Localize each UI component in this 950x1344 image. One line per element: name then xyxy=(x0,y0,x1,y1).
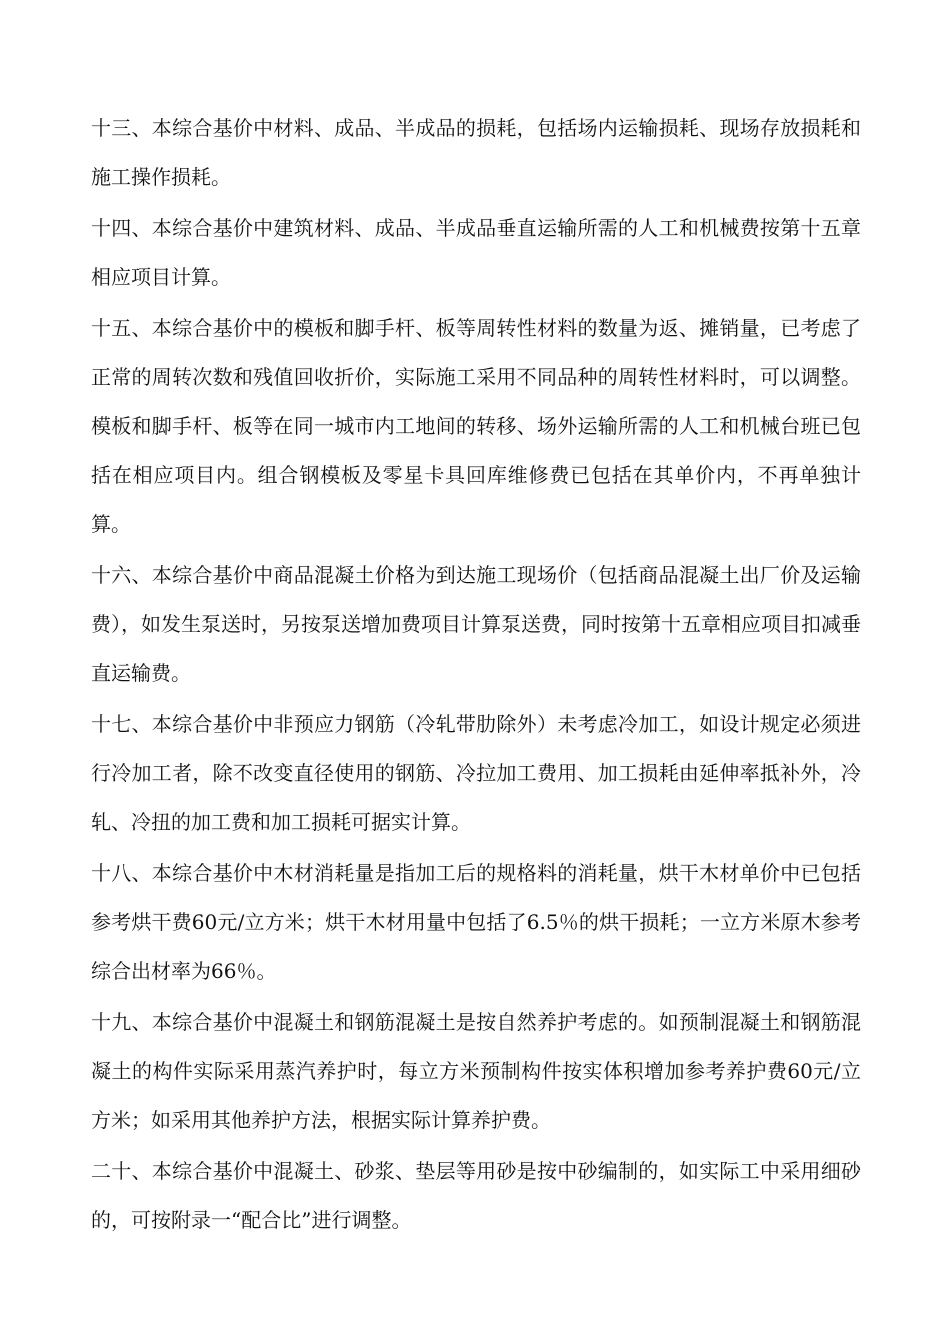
paragraph-14: 十四、本综合基价中建筑材料、成品、半成品垂直运输所需的人工和机械费按第十五章相应项目计算。 xyxy=(91,216,861,289)
paragraph-16: 十六、本综合基价中商品混凝土价格为到达施工现场价（包括商品混凝土出厂价及运输费），如发生泵送时，另按泵送增加费项目计算泵送费，同时按第十五章相应项目扣减垂直运输费。 xyxy=(91,563,861,685)
paragraph-19: 十九、本综合基价中混凝土和钢筋混凝土是按自然养护考虑的。如预制混凝土和钢筋混凝土的构件实际采用蒸汽养护时，每立方米预制构件按实体积增加参考养护费60元/立方米；如采用其他养护方法，根据实际计算养护费。 xyxy=(91,1010,861,1132)
paragraph-13: 十三、本综合基价中材料、成品、半成品的损耗，包括场内运输损耗、现场存放损耗和施工操作损耗。 xyxy=(91,116,861,189)
paragraph-15: 十五、本综合基价中的模板和脚手杆、板等周转性材料的数量为返、摊销量，已考虑了正常的周转次数和残值回收折价，实际施工采用不同品种的周转性材料时，可以调整。模板和脚手杆、板等在同一城市内工地间的转移、场外运输所需的人工和机械台班已包括在相应项目内。组合钢模板及零星卡具回库维修费已包括在其单价内，不再单独计算。 xyxy=(91,316,861,536)
paragraph-18: 十八、本综合基价中木材消耗量是指加工后的规格料的消耗量，烘干木材单价中已包括参考烘干费60元/立方米；烘干木材用量中包括了6.5％的烘干损耗；一立方米原木参考综合出材率为66％。 xyxy=(91,861,861,983)
paragraph-20: 二十、本综合基价中混凝土、砂浆、垫层等用砂是按中砂编制的，如实际工中采用细砂的，可按附录一“配合比”进行调整。 xyxy=(91,1159,861,1232)
document-body xyxy=(91,104,861,1247)
paragraph-17: 十七、本综合基价中非预应力钢筋（冷轧带肋除外）未考虑冷加工，如设计规定必须进行冷加工者，除不改变直径使用的钢筋、冷拉加工费用、加工损耗由延伸率抵补外，冷轧、冷扭的加工费和加工损耗可据实计算。 xyxy=(91,712,861,834)
